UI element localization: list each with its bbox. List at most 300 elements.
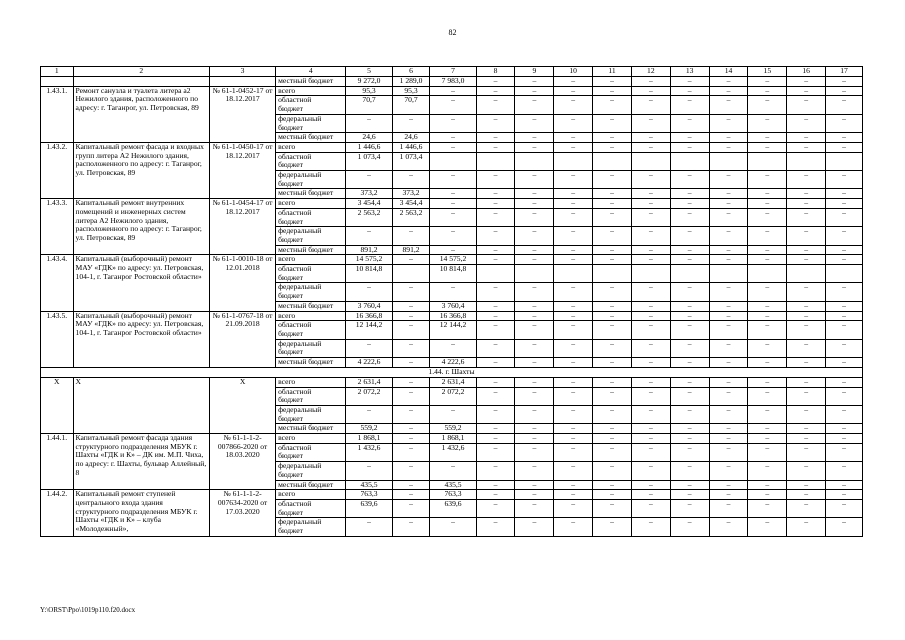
value-cell: – — [476, 377, 515, 387]
value-cell — [515, 152, 554, 170]
value-cell: – — [748, 199, 787, 209]
value-year-2: 14 575,2 — [430, 255, 476, 265]
value-cell: – — [670, 86, 709, 96]
value-year-2: – — [430, 96, 476, 114]
value-year-2: 1 432,6 — [430, 443, 476, 461]
value-cell: – — [787, 480, 826, 490]
value-cell: – — [515, 434, 554, 444]
value-cell: – — [476, 255, 515, 265]
value-cell: – — [787, 142, 826, 152]
value-cell: – — [515, 142, 554, 152]
value-cell: – — [670, 321, 709, 339]
total-value: 373,2 — [346, 189, 392, 199]
value-year-2: 435,5 — [430, 480, 476, 490]
value-cell: – — [476, 77, 515, 87]
value-cell — [593, 152, 632, 170]
total-value: 1 446,6 — [346, 142, 392, 152]
value-cell: – — [670, 301, 709, 311]
value-cell: – — [515, 339, 554, 357]
item-number: 1.44.2. — [41, 490, 74, 537]
total-value: 1 432,6 — [346, 443, 392, 461]
value-cell: – — [515, 255, 554, 265]
funding-source: федеральный бюджет — [276, 114, 346, 132]
value-cell: – — [515, 86, 554, 96]
value-cell: – — [476, 358, 515, 368]
value-cell: – — [670, 499, 709, 517]
value-cell: – — [631, 133, 670, 143]
value-cell: – — [554, 301, 593, 311]
value-cell: – — [709, 358, 748, 368]
approval-document: № 61-1-0010-18 от 12.01.2018 — [210, 255, 276, 311]
column-header: 12 — [631, 67, 670, 77]
value-cell: – — [670, 311, 709, 321]
value-year-2: 1 868,1 — [430, 434, 476, 444]
value-cell: – — [709, 96, 748, 114]
value-cell: – — [787, 77, 826, 87]
value-year-1: – — [392, 321, 430, 339]
value-cell: – — [826, 227, 863, 245]
value-cell: – — [787, 321, 826, 339]
value-cell: – — [670, 255, 709, 265]
value-cell: – — [748, 227, 787, 245]
value-cell: – — [787, 301, 826, 311]
column-header: 6 — [392, 67, 430, 77]
item-description: Капитальный ремонт внутренних помещений и инженерных систем литера А2 Нежилого здания, расположенного по адресу: г. Таганрог, ул. Петровская, 89 — [73, 199, 209, 255]
item-description: Капитальный (выборочный) ремонт МАУ «ГДК» по адресу: ул. Петровская, 104-1, г. Таганрог Ростовской области» — [73, 311, 209, 367]
value-cell: – — [826, 86, 863, 96]
value-year-2: 7 983,0 — [430, 77, 476, 87]
total-value: 9 272,0 — [346, 77, 392, 87]
value-cell: – — [826, 462, 863, 480]
value-cell: – — [593, 424, 632, 434]
value-cell: – — [554, 377, 593, 387]
column-header: 15 — [748, 67, 787, 77]
value-cell: – — [787, 311, 826, 321]
item-number: 1.44.1. — [41, 434, 74, 490]
column-header: 3 — [210, 67, 276, 77]
value-cell: – — [593, 142, 632, 152]
value-cell: – — [476, 490, 515, 500]
value-cell: – — [593, 114, 632, 132]
file-path-footer: Y:\ORST\Ppo\1019p110.f20.docx — [40, 606, 136, 614]
value-cell: – — [787, 462, 826, 480]
value-cell: – — [515, 301, 554, 311]
total-value: 559,2 — [346, 424, 392, 434]
value-cell: – — [709, 255, 748, 265]
value-cell: – — [826, 171, 863, 189]
value-cell — [476, 265, 515, 283]
total-value: 639,6 — [346, 499, 392, 517]
value-cell: – — [670, 462, 709, 480]
value-year-2: – — [430, 339, 476, 357]
funding-source: федеральный бюджет — [276, 339, 346, 357]
value-year-2: – — [430, 283, 476, 301]
value-cell: – — [476, 189, 515, 199]
column-header: 11 — [593, 67, 632, 77]
funding-source: областной бюджет — [276, 152, 346, 170]
value-cell: – — [748, 77, 787, 87]
value-cell — [709, 152, 748, 170]
value-cell: – — [709, 227, 748, 245]
value-cell: – — [670, 133, 709, 143]
value-cell: – — [554, 405, 593, 423]
funding-source: всего — [276, 199, 346, 209]
value-cell: – — [748, 321, 787, 339]
total-value: 95,3 — [346, 86, 392, 96]
total-value: 2 563,2 — [346, 208, 392, 226]
value-cell: – — [476, 227, 515, 245]
value-cell — [826, 265, 863, 283]
value-cell: – — [670, 142, 709, 152]
value-cell: – — [709, 133, 748, 143]
funding-source: областной бюджет — [276, 321, 346, 339]
funding-source: местный бюджет — [276, 77, 346, 87]
value-cell: – — [554, 86, 593, 96]
value-cell: – — [826, 208, 863, 226]
value-cell: – — [709, 171, 748, 189]
value-cell: – — [631, 424, 670, 434]
value-cell: – — [748, 405, 787, 423]
value-cell: – — [748, 311, 787, 321]
value-cell: – — [787, 255, 826, 265]
value-cell: – — [826, 358, 863, 368]
value-cell: – — [826, 518, 863, 536]
value-cell: – — [787, 443, 826, 461]
value-year-2: – — [430, 199, 476, 209]
value-cell: – — [709, 377, 748, 387]
funding-source: местный бюджет — [276, 189, 346, 199]
value-cell: – — [670, 189, 709, 199]
funding-source: федеральный бюджет — [276, 227, 346, 245]
value-cell: – — [554, 283, 593, 301]
total-value: 3 760,4 — [346, 301, 392, 311]
column-header: 7 — [430, 67, 476, 77]
value-cell: – — [670, 227, 709, 245]
value-cell: – — [593, 377, 632, 387]
value-cell: – — [593, 387, 632, 405]
value-cell: – — [670, 199, 709, 209]
value-year-1: – — [392, 255, 430, 265]
total-value: 2 631,4 — [346, 377, 392, 387]
value-cell: – — [631, 311, 670, 321]
value-cell: – — [476, 321, 515, 339]
value-cell: – — [826, 443, 863, 461]
value-cell: – — [709, 518, 748, 536]
value-cell: – — [515, 480, 554, 490]
value-cell: – — [593, 245, 632, 255]
value-cell: – — [670, 283, 709, 301]
total-value: 3 454,4 — [346, 199, 392, 209]
value-cell: – — [709, 301, 748, 311]
value-cell: – — [826, 255, 863, 265]
value-cell: – — [748, 96, 787, 114]
value-cell: – — [748, 208, 787, 226]
item-number: 1.43.4. — [41, 255, 74, 311]
value-cell: – — [593, 227, 632, 245]
value-cell: – — [670, 245, 709, 255]
value-cell: – — [515, 405, 554, 423]
value-year-2: – — [430, 142, 476, 152]
value-cell — [787, 152, 826, 170]
funding-source: федеральный бюджет — [276, 518, 346, 536]
value-cell: – — [787, 227, 826, 245]
column-header: 2 — [73, 67, 209, 77]
total-value: – — [346, 283, 392, 301]
value-cell: – — [593, 518, 632, 536]
value-cell: – — [593, 283, 632, 301]
value-cell: – — [709, 424, 748, 434]
value-cell: – — [515, 171, 554, 189]
table-row — [41, 142, 863, 152]
value-cell: – — [826, 142, 863, 152]
value-cell: – — [826, 424, 863, 434]
value-cell: – — [554, 321, 593, 339]
funding-source: местный бюджет — [276, 424, 346, 434]
value-cell — [554, 265, 593, 283]
value-cell: – — [554, 424, 593, 434]
value-cell: – — [554, 443, 593, 461]
table-row — [41, 311, 863, 321]
value-cell: – — [476, 339, 515, 357]
value-cell: – — [709, 480, 748, 490]
funding-source: местный бюджет — [276, 480, 346, 490]
value-cell: – — [787, 499, 826, 517]
value-cell: – — [554, 358, 593, 368]
value-year-1: – — [392, 301, 430, 311]
value-cell: – — [476, 114, 515, 132]
column-header: 1 — [41, 67, 74, 77]
value-cell: – — [670, 339, 709, 357]
value-cell: – — [554, 499, 593, 517]
value-cell: – — [593, 189, 632, 199]
table-row — [41, 77, 863, 87]
value-cell: – — [787, 405, 826, 423]
total-value: 16 366,8 — [346, 311, 392, 321]
item-description: Капитальный ремонт ступеней центрального входа здания структурного подразделения МБУК г. Шахты «ГДК и К» – клуба «Молодежный», — [73, 490, 209, 537]
funding-source: всего — [276, 255, 346, 265]
value-cell: – — [631, 114, 670, 132]
value-cell: – — [554, 171, 593, 189]
value-cell — [554, 152, 593, 170]
value-cell: – — [515, 490, 554, 500]
item-number: 1.43.1. — [41, 86, 74, 142]
value-year-2: 2 631,4 — [430, 377, 476, 387]
value-cell: – — [787, 387, 826, 405]
funding-source: местный бюджет — [276, 133, 346, 143]
value-cell: – — [748, 377, 787, 387]
value-cell: – — [709, 339, 748, 357]
value-cell: – — [554, 133, 593, 143]
value-cell: – — [476, 199, 515, 209]
value-cell: – — [554, 462, 593, 480]
value-cell: – — [709, 142, 748, 152]
value-cell: – — [554, 189, 593, 199]
column-header: 16 — [787, 67, 826, 77]
total-value: – — [346, 339, 392, 357]
value-year-2: – — [430, 462, 476, 480]
value-cell: – — [748, 462, 787, 480]
value-cell: – — [515, 199, 554, 209]
funding-source: областной бюджет — [276, 96, 346, 114]
value-cell: – — [631, 96, 670, 114]
value-year-1: 95,3 — [392, 86, 430, 96]
total-value: 4 222,6 — [346, 358, 392, 368]
value-cell — [709, 265, 748, 283]
value-cell: – — [826, 301, 863, 311]
value-cell: – — [554, 77, 593, 87]
value-cell: – — [631, 255, 670, 265]
column-header: 17 — [826, 67, 863, 77]
value-cell: – — [593, 490, 632, 500]
value-cell: – — [476, 142, 515, 152]
value-cell: – — [748, 283, 787, 301]
funding-source: всего — [276, 377, 346, 387]
value-cell: – — [748, 499, 787, 517]
table-row — [41, 255, 863, 265]
value-cell: – — [709, 114, 748, 132]
value-cell: – — [476, 424, 515, 434]
value-cell: – — [709, 189, 748, 199]
value-cell: – — [476, 311, 515, 321]
value-year-1: – — [392, 424, 430, 434]
value-cell: – — [476, 499, 515, 517]
table-row — [41, 199, 863, 209]
value-cell: – — [748, 114, 787, 132]
value-cell: – — [748, 443, 787, 461]
value-cell: – — [787, 518, 826, 536]
total-value: – — [346, 518, 392, 536]
value-cell: – — [826, 434, 863, 444]
funding-source: местный бюджет — [276, 245, 346, 255]
item-description: Ремонт санузла и туалета литера а2 Нежилого здания, расположенного по адресу: г. Таганрог, ул. Петровская, 89 — [73, 86, 209, 142]
value-year-2: 10 814,8 — [430, 265, 476, 283]
value-cell: – — [554, 480, 593, 490]
value-cell: – — [593, 171, 632, 189]
value-cell: – — [515, 443, 554, 461]
value-cell: – — [593, 443, 632, 461]
value-cell: – — [476, 434, 515, 444]
funding-source: федеральный бюджет — [276, 462, 346, 480]
value-cell: – — [709, 208, 748, 226]
value-year-1: – — [392, 227, 430, 245]
value-year-2 — [430, 152, 476, 170]
value-cell: – — [826, 499, 863, 517]
value-cell: – — [826, 283, 863, 301]
value-cell: – — [631, 321, 670, 339]
value-cell: – — [554, 142, 593, 152]
value-cell: – — [631, 490, 670, 500]
value-cell: – — [826, 490, 863, 500]
value-cell: – — [748, 171, 787, 189]
value-cell: – — [748, 518, 787, 536]
funding-source: федеральный бюджет — [276, 171, 346, 189]
value-cell: – — [826, 77, 863, 87]
value-cell: – — [631, 283, 670, 301]
value-cell: – — [631, 462, 670, 480]
value-cell: – — [515, 189, 554, 199]
column-header: 4 — [276, 67, 346, 77]
total-value: 10 814,8 — [346, 265, 392, 283]
column-header: 13 — [670, 67, 709, 77]
total-value: – — [346, 114, 392, 132]
value-year-1: – — [392, 387, 430, 405]
value-cell: – — [670, 443, 709, 461]
value-cell: – — [476, 518, 515, 536]
value-year-2: 2 072,2 — [430, 387, 476, 405]
value-cell: – — [787, 245, 826, 255]
value-cell: – — [631, 227, 670, 245]
value-cell: – — [670, 208, 709, 226]
value-year-1: 891,2 — [392, 245, 430, 255]
value-cell: – — [515, 133, 554, 143]
value-cell: – — [826, 377, 863, 387]
value-year-1: 3 454,4 — [392, 199, 430, 209]
value-year-1: – — [392, 480, 430, 490]
value-year-2: – — [430, 133, 476, 143]
approval-document: Х — [210, 377, 276, 433]
item-number: 1.43.5. — [41, 311, 74, 367]
value-cell: – — [826, 311, 863, 321]
item-description: Капитальный ремонт фасада и входных групп литера А2 Нежилого здания, расположенного по адресу: г. Таганрог, ул. Петровская, 89 — [73, 142, 209, 198]
value-cell: – — [515, 321, 554, 339]
value-cell: – — [631, 189, 670, 199]
value-cell: – — [593, 86, 632, 96]
value-cell: – — [554, 199, 593, 209]
value-cell: – — [670, 387, 709, 405]
value-cell: – — [476, 443, 515, 461]
value-year-1: 2 563,2 — [392, 208, 430, 226]
page-number: 82 — [448, 28, 457, 37]
column-header: 9 — [515, 67, 554, 77]
value-cell: – — [670, 171, 709, 189]
value-cell: – — [515, 227, 554, 245]
value-cell: – — [593, 499, 632, 517]
value-cell: – — [476, 86, 515, 96]
value-cell — [826, 152, 863, 170]
value-cell: – — [631, 387, 670, 405]
value-cell: – — [631, 358, 670, 368]
funding-source: всего — [276, 434, 346, 444]
value-cell: – — [515, 377, 554, 387]
value-cell: – — [593, 311, 632, 321]
approval-document — [210, 77, 276, 87]
value-cell: – — [554, 245, 593, 255]
funding-source: местный бюджет — [276, 301, 346, 311]
value-cell: – — [709, 245, 748, 255]
value-year-1: – — [392, 490, 430, 500]
value-cell — [515, 265, 554, 283]
value-cell — [748, 152, 787, 170]
value-cell: – — [709, 199, 748, 209]
value-year-1: 373,2 — [392, 189, 430, 199]
section-title: 1.44. г. Шахты — [41, 367, 863, 377]
value-year-2: – — [430, 208, 476, 226]
item-description: Капитальный (выборочный) ремонт МАУ «ГДК» по адресу: ул. Петровская, 104-1, г. Таганрог Ростовской области» — [73, 255, 209, 311]
value-cell: – — [593, 321, 632, 339]
column-header-row — [41, 67, 863, 77]
value-cell: – — [593, 339, 632, 357]
total-value: 14 575,2 — [346, 255, 392, 265]
value-cell: – — [670, 518, 709, 536]
value-cell: – — [826, 199, 863, 209]
value-cell — [476, 152, 515, 170]
funding-source: всего — [276, 86, 346, 96]
value-cell: – — [476, 133, 515, 143]
value-cell: – — [593, 133, 632, 143]
value-cell: – — [709, 283, 748, 301]
total-value: – — [346, 171, 392, 189]
value-cell: – — [631, 339, 670, 357]
